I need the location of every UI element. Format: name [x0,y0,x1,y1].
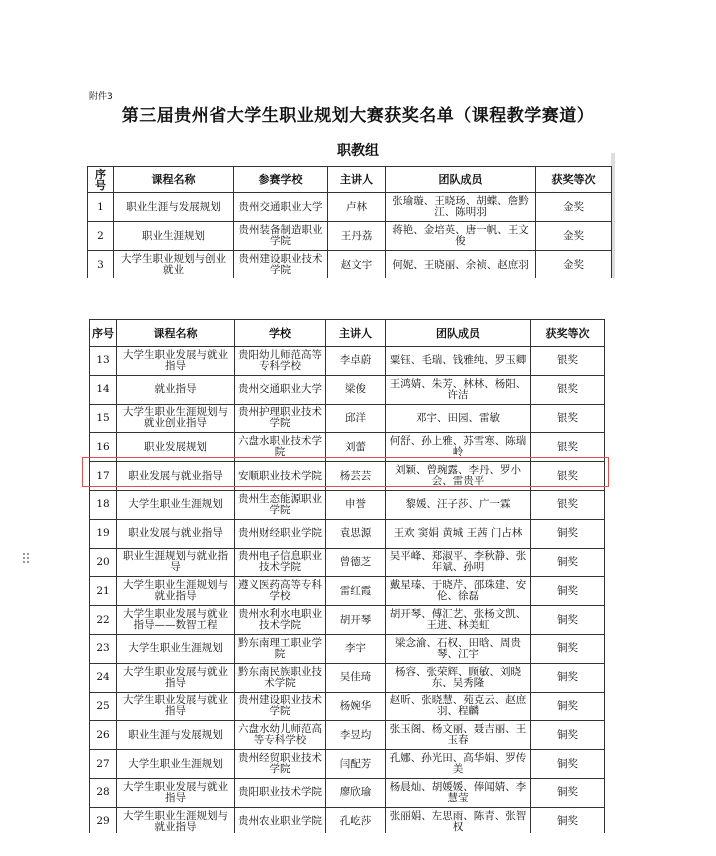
cell-school: 贵州交通职业大学 [234,193,328,222]
cell-team: 胡开琴、傅汇艺、张杨文凯、王进、林美虹 [386,606,531,635]
cell-award: 铜奖 [531,721,605,750]
cell-school: 贵州电子信息职业技术学院 [235,548,326,577]
cell-lecturer: 卢林 [328,193,386,222]
cell-team: 张丽娟、左思雨、陈青、张智权 [386,807,531,833]
table-row [90,721,605,750]
cell-school: 贵州经贸职业技术学院 [235,750,326,779]
cell-index: 18 [90,490,117,519]
cell-award: 铜奖 [531,548,605,577]
gold-award-table [87,166,612,278]
cell-team: 王鸿婧、朱芳、林林、杨阳、许洁 [386,375,531,404]
cell-lecturer: 杨芸芸 [326,462,386,491]
cell-award: 银奖 [531,404,605,433]
cell-team: 何舒、孙上雅、苏雪寒、陈瑞岭 [386,433,531,462]
cell-team: 张瑜璇、王晓玚、胡蝶、詹黔江、陈明羽 [386,193,536,222]
cell-lecturer: 邱洋 [326,404,386,433]
table-row [90,634,605,663]
cell-team: 蒋艳、金培英、唐一帆、王文俊 [386,222,536,251]
drag-handle-icon[interactable] [23,553,31,567]
cell-award: 铜奖 [531,807,605,833]
cell-index: 29 [90,807,117,833]
table-row [88,251,612,279]
cell-team: 梁念渝、石权、田晗、周贵琴、江宇 [386,634,531,663]
cell-award: 银奖 [531,433,605,462]
cell-index: 14 [90,375,117,404]
cell-school: 贵州建设职业技术学院 [235,692,326,721]
table-row [90,663,605,692]
cell-index: 24 [90,663,117,692]
silver-bronze-table-body [90,347,605,834]
cell-award: 银奖 [531,375,605,404]
cell-school: 黔东南理工职业学院 [235,634,326,663]
cell-course: 大学生职业发展与就业指导 [117,692,235,721]
cell-course: 大学生职业发展与就业指导——数智工程 [117,606,235,635]
cell-course: 职业发展与就业指导 [117,462,235,491]
cell-team: 何妮、王晓丽、余祯、赵庶羽 [386,251,536,279]
table-row [88,193,612,222]
cell-school: 贵州水利水电职业技术学院 [235,606,326,635]
cell-lecturer: 刘蕾 [326,433,386,462]
cell-lecturer: 闫配芳 [326,750,386,779]
cell-index: 15 [90,404,117,433]
col-header-lecturer: 主讲人 [326,320,386,347]
gold-award-table-body [88,193,612,279]
cell-index: 22 [90,606,117,635]
cell-award: 金奖 [536,222,612,251]
cell-course: 就业指导 [117,375,235,404]
cell-award: 金奖 [536,251,612,279]
cell-lecturer: 廖欣瑜 [326,778,386,807]
cell-lecturer: 梁俊 [326,375,386,404]
cell-course: 大学生职业生涯规划与就业创业指导 [117,404,235,433]
cell-course: 职业生涯规划与就业指导 [117,548,235,577]
col-header-course: 课程名称 [117,320,235,347]
cell-team: 邓宇、田园、雷敏 [386,404,531,433]
cell-award: 银奖 [531,347,605,376]
table-row [88,222,612,251]
table-header-row [90,320,605,347]
cell-school: 贵州财经职业学院 [235,519,326,548]
cell-lecturer: 雷红霞 [326,577,386,606]
cell-school: 贵州装备制造职业学院 [234,222,328,251]
cell-index: 17 [90,462,117,491]
cell-award: 铜奖 [531,577,605,606]
table-row [90,606,605,635]
cell-school: 贵阳职业技术学院 [235,778,326,807]
col-header-team: 团队成员 [386,320,531,347]
cell-award: 铜奖 [531,634,605,663]
cell-index: 1 [88,193,114,222]
table-row [90,519,605,548]
gold-award-table-container [87,166,615,278]
cell-course: 大学生职业生涯规划 [117,750,235,779]
cell-course: 大学生职业发展与就业指导 [117,347,235,376]
cell-school: 六盘水职业技术学院 [235,433,326,462]
silver-bronze-table [89,319,605,833]
table-header-row [88,167,612,193]
cell-team: 吴平峰、郑淑平、李秋静、张年斌、孙明 [386,548,531,577]
cell-school: 贵州生态能源职业学院 [235,490,326,519]
cell-award: 铜奖 [531,606,605,635]
cell-index: 16 [90,433,117,462]
cell-course: 职业生涯与发展规划 [114,193,234,222]
cell-award: 银奖 [531,490,605,519]
table-row [90,404,605,433]
cell-award: 铜奖 [531,519,605,548]
cell-school: 贵州交通职业大学 [235,375,326,404]
cell-index: 13 [90,347,117,376]
cell-index: 3 [88,251,114,279]
cell-team: 张玉阁、杨文丽、聂吉丽、王玉春 [386,721,531,750]
col-header-course: 课程名称 [114,167,234,193]
cell-index: 27 [90,750,117,779]
cell-lecturer: 孔屹莎 [326,807,386,833]
cell-team: 赵昕、张晓慧、苑克云、赵庶羽、程麟 [386,692,531,721]
cell-school: 贵阳幼儿师范高等专科学校 [235,347,326,376]
cell-course: 大学生职业生涯规划 [117,490,235,519]
cell-lecturer: 王丹荔 [328,222,386,251]
table-row [90,577,605,606]
table-row [90,462,605,491]
cell-lecturer: 袁思源 [326,519,386,548]
cell-course: 大学生职业发展与就业指导 [117,663,235,692]
cell-school: 六盘水幼儿师范高等专科学校 [235,721,326,750]
cell-award: 金奖 [536,193,612,222]
table-row [90,778,605,807]
cell-school: 遵义医药高等专科学校 [235,577,326,606]
document-title: 第三届贵州省大学生职业规划大赛获奖名单（课程教学赛道） [121,106,595,126]
col-header-award: 获奖等次 [536,167,612,193]
cell-course: 大学生职业生涯规划与就业指导 [117,577,235,606]
cell-award: 铜奖 [531,692,605,721]
cell-school: 安顺职业技术学院 [235,462,326,491]
cell-course: 大学生职业生涯规划与就业指导 [117,807,235,833]
cell-index: 26 [90,721,117,750]
group-title: 职教组 [337,143,379,159]
cell-course: 大学生职业发展与就业指导 [117,778,235,807]
cell-course: 大学生职业规划与创业就业 [114,251,234,279]
cell-team: 刘颖、曾琬露、李丹、罗小会、雷贵平 [386,462,531,491]
table-row [90,807,605,833]
cell-award: 铜奖 [531,663,605,692]
cell-lecturer: 杨婉华 [326,692,386,721]
table-row [90,548,605,577]
cell-index: 23 [90,634,117,663]
cell-team: 粟钰、毛瑞、钱雅纯、罗玉卿 [386,347,531,376]
cell-course: 职业发展与就业指导 [117,519,235,548]
cell-school: 贵州护理职业技术学院 [235,404,326,433]
cell-index: 25 [90,692,117,721]
cell-course: 大学生职业生涯规划 [117,634,235,663]
cell-team: 杨晨灿、胡媛媛、俸闻婧、李慧莹 [386,778,531,807]
cell-award: 铜奖 [531,778,605,807]
cell-team: 孔娜、孙光田、高华娟、罗传美 [386,750,531,779]
cell-school: 贵州建设职业技术学院 [234,251,328,279]
cell-team: 黎媛、汪子莎、广一霖 [386,490,531,519]
col-header-school: 学校 [235,320,326,347]
cell-course: 职业发展规划 [117,433,235,462]
cell-team: 王欢 窦娟 黄城 王茜 门占林 [386,519,531,548]
cell-lecturer: 李卓蔚 [326,347,386,376]
cell-team: 戴星瑧、于晓芹、邵珠建、安伦、徐磊 [386,577,531,606]
cell-award: 铜奖 [531,750,605,779]
table-row [90,433,605,462]
cell-index: 20 [90,548,117,577]
cell-lecturer: 李昱均 [326,721,386,750]
table-row [90,375,605,404]
col-header-award: 获奖等次 [531,320,605,347]
cell-index: 21 [90,577,117,606]
table-row [90,692,605,721]
cell-lecturer: 赵文宇 [328,251,386,279]
cell-index: 28 [90,778,117,807]
cell-school: 贵州农业职业学院 [235,807,326,833]
col-header-index: 序号 [90,320,117,347]
cell-lecturer: 李宇 [326,634,386,663]
col-header-school: 参赛学校 [234,167,328,193]
cell-course: 职业生涯与发展规划 [117,721,235,750]
col-header-team: 团队成员 [386,167,536,193]
cell-lecturer: 胡开琴 [326,606,386,635]
attachment-label: 附件3 [89,92,113,102]
table-row [90,347,605,376]
silver-bronze-table-container [89,319,605,833]
col-header-index: 序号 [88,167,114,193]
cell-school: 黔东南民族职业技术学院 [235,663,326,692]
table-row [90,750,605,779]
col-header-lecturer: 主讲人 [328,167,386,193]
cell-index: 2 [88,222,114,251]
cell-award: 银奖 [531,462,605,491]
cell-lecturer: 曾德芝 [326,548,386,577]
cell-lecturer: 吴佳琦 [326,663,386,692]
table-row [90,490,605,519]
cell-index: 19 [90,519,117,548]
cell-team: 杨容、张荣辉、顾敏、刘晓东、吴秀隆 [386,663,531,692]
cell-course: 职业生涯规划 [114,222,234,251]
cell-lecturer: 申誉 [326,490,386,519]
